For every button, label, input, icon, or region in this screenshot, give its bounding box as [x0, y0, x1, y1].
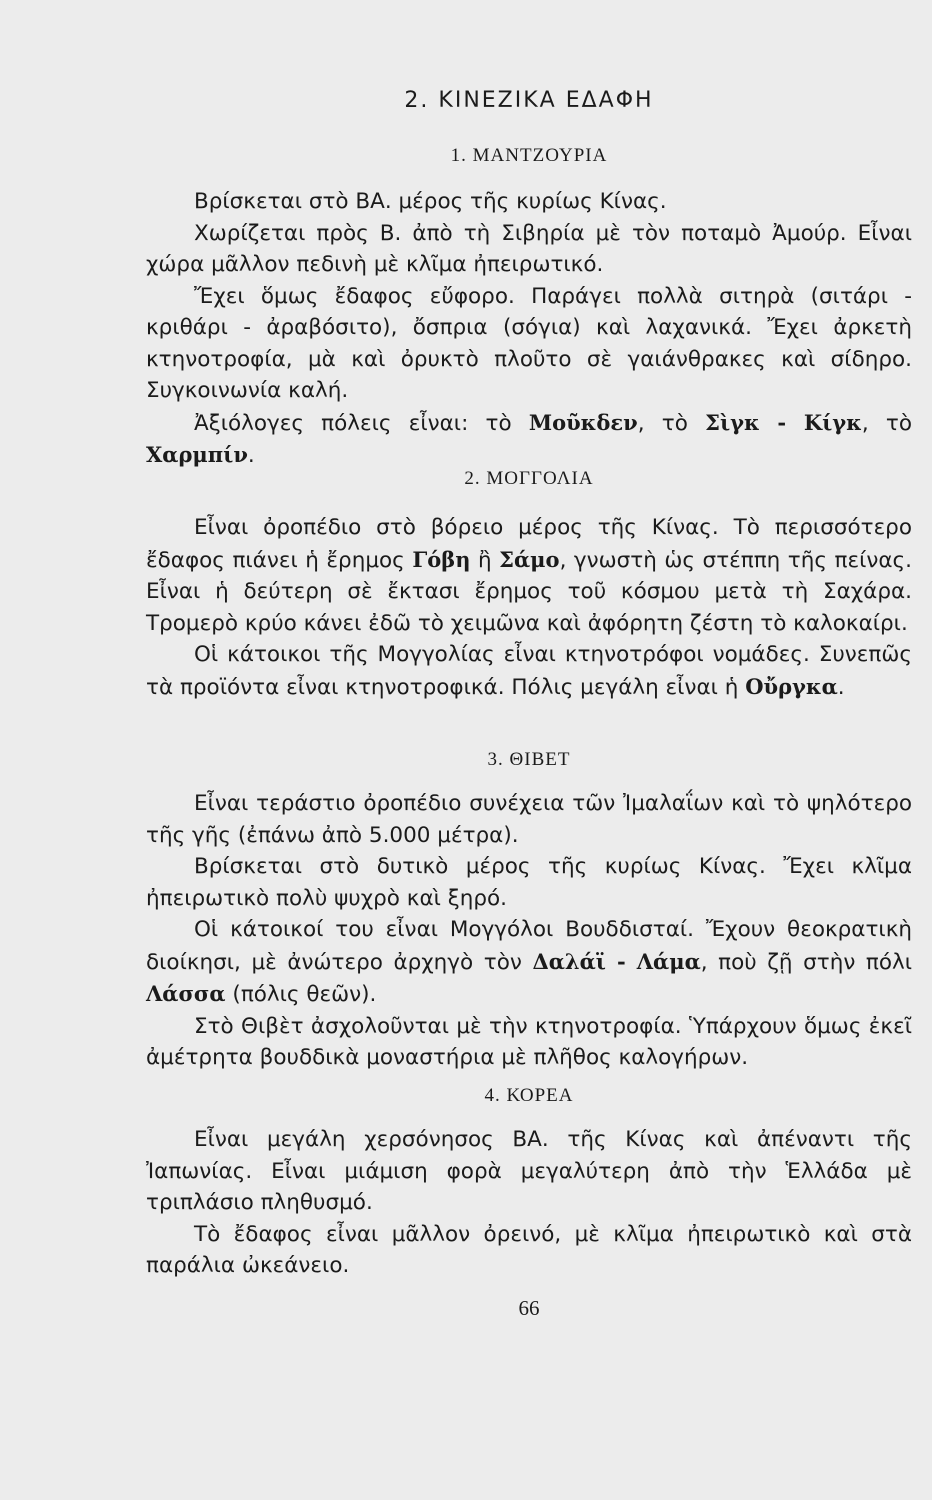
city-name: Χαρμπίν: [146, 442, 248, 467]
text-run: Εἶναι ὀροπέδιο στὸ βόρειο μέρος τῆς Κίνας. Τὸ περισσότερο ἔδαφος πιάνει ἡ ἔρημος: [146, 515, 912, 573]
section-body-manchuria: [146, 186, 912, 472]
section-heading-korea: 4. ΚΟΡΕΑ: [484, 1085, 574, 1106]
section-body-mongolia: [146, 512, 912, 703]
page-number: 66: [518, 1296, 540, 1320]
text-run: , γνωστὴ ὡς στέππη τῆς πείνας. Εἶναι ἡ δεύτερη σὲ ἔκτασι ἔρημος τοῦ κόσμου μετὰ τὴ Σαχάρα. Τρομερὸ κρύο κάνει ἐδῶ τὸ χειμῶνα καὶ ἀφόρητη ζέστη τὸ καλοκαίρι.: [146, 547, 913, 636]
section-heading-manchuria: 1. ΜΑΝΤΖΟΥΡΙΑ: [450, 145, 608, 166]
section-body-tibet: [146, 788, 912, 1074]
place-name: Σάμο: [499, 546, 560, 572]
paragraph: [146, 914, 912, 1011]
paragraph: Βρίσκεται στὸ δυτικὸ μέρος τῆς κυρίως Κίνας. Ἔχει κλῖμα ἠπειρωτικὸ πολὺ ψυχρὸ καὶ ξηρό.: [146, 854, 912, 911]
section-heading-mongolia: 2. ΜΟΓΓΟΛΙΑ: [464, 468, 594, 489]
text-run: (πόλις θεῶν).: [225, 982, 377, 1007]
paragraph: Ἔχει ὅμως ἔδαφος εὔφορο. Παράγει πολλὰ σιτηρὰ (σιτάρι - κριθάρι - ἀραβόσιτο), ὄσπρια (σόγια) καὶ λαχανικά. Ἔχει ἀρκετὴ κτηνοτροφία, μὰ καὶ ὀρυκτὸ πλοῦτο σὲ γαιάνθρακες καὶ σίδηρο. Συγκοινωνία καλή.: [146, 283, 912, 403]
text-run: , τὸ: [637, 410, 706, 436]
text-run: .: [837, 674, 845, 700]
paragraph: Τὸ ἔδαφος εἶναι μᾶλλον ὀρεινό, μὲ κλῖμα ἠπειρωτικὸ καὶ στὰ παράλια ὠκεάνειο.: [146, 1221, 912, 1278]
paragraph: Βρίσκεται στὸ ΒΑ. μέρος τῆς κυρίως Κίνας.: [194, 189, 667, 214]
text-run: Ἀξιόλογες πόλεις εἶναι: τὸ: [194, 410, 529, 436]
paragraph: Εἶναι μεγάλη χερσόνησος ΒΑ. τῆς Κίνας καὶ ἀπέναντι τῆς Ἰαπωνίας. Εἶναι μιάμιση φορὰ μεγαλύτερη ἀπὸ τὴν Ἑλλάδα μὲ τριπλάσιο πληθυσμό.: [146, 1127, 912, 1215]
person-title: Δαλάϊ - Λάμα: [532, 948, 701, 974]
section-body-korea: [146, 1124, 912, 1282]
paragraph-cities: [146, 407, 912, 472]
city-name: Μοῦκδεν: [528, 409, 638, 435]
city-name: Οὔργκα: [745, 673, 838, 699]
paragraph: [146, 639, 912, 703]
text-run: , ποὺ ζῇ στὴν πόλι: [700, 949, 912, 975]
chapter-title: 2. ΚΙΝΕΖΙΚΑ ΕΔΑΦΗ: [404, 88, 654, 113]
paragraph: Στὸ Θιβὲτ ἀσχολοῦνται μὲ τὴν κτηνοτροφία. Ὑπάρχουν ὅμως ἐκεῖ ἀμέτρητα βουδδικὰ μοναστήρια μὲ πλῆθος καλογήρων.: [146, 1013, 912, 1070]
paragraph: [146, 512, 912, 639]
text-run: Οἱ κάτοικοί του εἶναι Μογγόλοι Βουδδισταί. Ἔχουν θεοκρατικὴ διοίκησι, μὲ ἀνώτερο ἀρχηγὸ τὸν: [146, 917, 912, 975]
place-name: Γόβη: [412, 546, 471, 572]
paragraph: Εἶναι τεράστιο ὀροπέδιο συνέχεια τῶν Ἰμαλαΐων καὶ τὸ ψηλότερο τῆς γῆς (ἐπάνω ἀπὸ 5.000 μέτρα).: [146, 791, 912, 848]
text-run: , τὸ: [861, 410, 912, 436]
text-run: Οἱ κάτοικοι τῆς Μογγολίας εἶναι κτηνοτρόφοι νομάδες. Συνεπῶς τὰ προϊόντα εἶναι κτηνοτροφικά. Πόλις μεγάλη εἶναι ἡ: [146, 642, 912, 700]
city-name: Σὶγκ - Κίγκ: [705, 409, 862, 435]
paragraph: Χωρίζεται πρὸς Β. ἀπὸ τὴ Σιβηρία μὲ τὸν ποταμὸ Ἀμούρ. Εἶναι χώρα μᾶλλον πεδινὴ μὲ κλῖμα ἠπειρωτικό.: [146, 220, 912, 277]
city-name: Λάσσα: [146, 981, 226, 1006]
section-heading-tibet: 3. ΘΙΒΕΤ: [487, 749, 571, 770]
text-run: ἢ: [470, 547, 500, 573]
text-run: .: [247, 443, 255, 468]
